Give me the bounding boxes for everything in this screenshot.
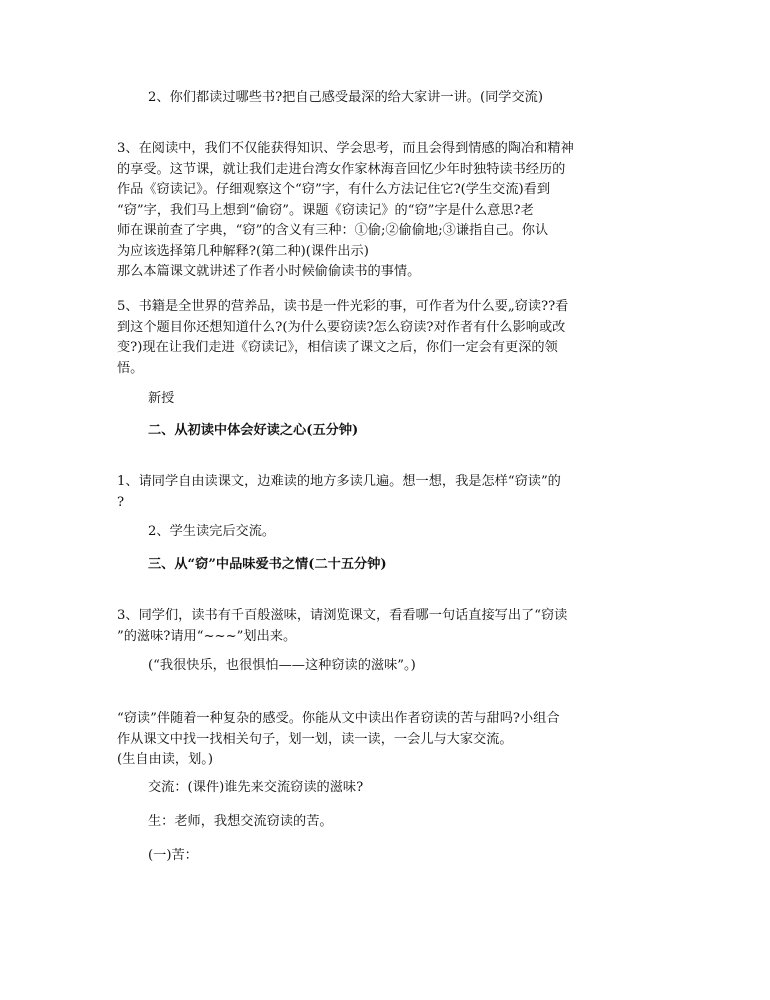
text-line: “窃”字，我们马上想到“偷窃”。课题《窃读记》的“窃”字是什么意思?老 [117, 202, 534, 218]
paragraph-group-work [117, 709, 657, 771]
section-heading-2: 二、从初读中体会好读之心(五分钟) [148, 423, 359, 438]
paragraph-question-2: 2、你们都读过哪些书?把自己感受最深的给大家讲一讲。(同学交流) [148, 90, 543, 105]
paragraph-exchange: 交流：(课件)谁先来交流窃读的滋味? [148, 780, 364, 795]
quote-answer: (“我很快乐，也很惧怕——这种窃读的滋味”。) [148, 658, 416, 673]
text-line: 作品《窃读记》。仔细观察这个“窃”字，有什么方法记住它?(学生交流)看到 [117, 182, 551, 197]
text-line: ? [117, 494, 125, 510]
section-heading-3: 三、从“窃”中品味爱书之情(二十五分钟) [148, 557, 387, 572]
text-line: 为应该选择第几种解释?(第二种)(课件出示) [117, 243, 369, 259]
paragraph-task-2: 2、学生读完后交流。 [148, 524, 276, 539]
text-line: 3、在阅读中，我们不仅能获得知识、学会思考，而且会得到情感的陶冶和精神 [117, 141, 574, 156]
text-line: 那么本篇课文就讲述了作者小时候偷偷读书的事情。 [117, 264, 421, 279]
text-line: 5、书籍是全世界的营养品，读书是一件光彩的事，可作者为什么要„窃读??看 [117, 299, 569, 314]
paragraph-task-3 [117, 606, 657, 647]
paragraph-intro-5 [117, 297, 657, 379]
paragraph-bitter-label: (一)苦： [148, 848, 198, 863]
text-line: 师在课前查了字典，“窃”的含义有三种：①偷;②偷偷地;③谦指自己。你认 [117, 223, 549, 238]
text-line: 1、请同学自由读课文，边难读的地方多读几遍。想一想，我是怎样“窃读”的 [117, 474, 561, 489]
text-line: “窃读”伴随着一种复杂的感受。你能从文中读出作者窃读的苦与甜吗?小组合 [117, 711, 560, 726]
paragraph-intro-3 [117, 139, 657, 283]
text-line: 变?)现在让我们走进《窃读记》，相信读了课文之后，你们一定会有更深的领 [117, 340, 558, 355]
text-line: 到这个题目你还想知道什么?(为什么要窃读?怎么窃读?对作者有什么影响或改 [117, 319, 566, 335]
paragraph-task-1 [117, 472, 657, 513]
text-line: 的享受。这节课，就让我们走进台湾女作家林海音回忆少年时独特读书经历的 [117, 161, 566, 177]
text-line: (生自由读，划。) [117, 752, 214, 767]
paragraph-student-reply: 生：老师，我想交流窃读的苦。 [148, 814, 333, 829]
text-line: 3、同学们，读书有千百般滋味，请浏览课文，看看哪一句话直接写出了“窃读 [117, 608, 568, 623]
text-line: ”的滋味?请用“~~~”划出来。 [117, 628, 297, 644]
section-label-new-lesson: 新授 [148, 391, 175, 406]
text-line: 作从课文中找一找相关句子，划一划，读一读，一会儿与大家交流。 [117, 731, 513, 747]
text-line: 悟。 [117, 360, 144, 376]
